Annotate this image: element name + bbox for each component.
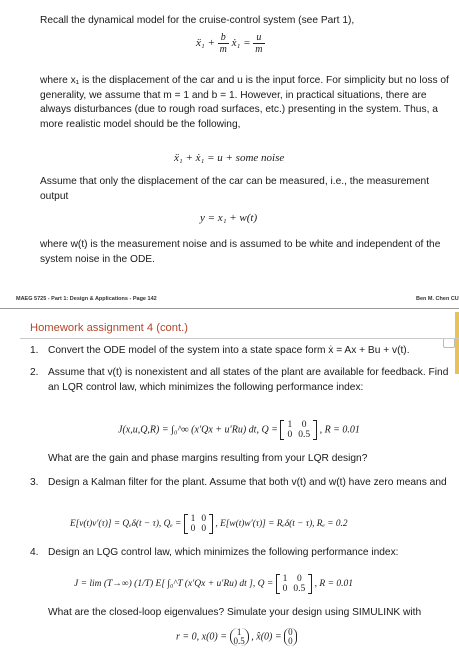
lqr-r-value: , R = 0.01	[319, 424, 360, 436]
lqr-q-matrix	[280, 420, 317, 440]
initial-conditions	[176, 628, 297, 646]
list-item-3-text: Design a Kalman filter for the plant. Assume that both v(t) and w(t) have zero means and	[48, 477, 447, 488]
x0-2: 0.5	[233, 636, 245, 646]
list-item-3-number: 3.	[30, 477, 39, 488]
xhat0-1: 0	[288, 627, 293, 637]
kalman-q-matrix	[184, 514, 214, 534]
kalman-q21: 0	[190, 524, 196, 534]
lqr-q12: 0	[301, 420, 307, 430]
lqr-cost-expression: J(x,u,Q,R) = ∫₀^∞ (x′Qx + u′Ru) dt,	[118, 424, 259, 436]
lqg-r-value: , R = 0.01	[314, 579, 354, 590]
init-r-and-x0-label: r = 0, x(0) =	[176, 631, 227, 643]
list-item-2-number: 2.	[30, 367, 39, 378]
list-item-1-text: Convert the ODE model of the system into a state space form ẋ = Ax + Bu + v(t).	[48, 345, 410, 356]
x0-1: 1	[236, 627, 242, 637]
lqr-q11: 1	[287, 420, 293, 430]
lqg-q-label: Q =	[257, 579, 274, 590]
lqr-q21: 0	[287, 430, 293, 440]
footer-right: Ben M. Chen CU	[416, 296, 459, 302]
list-item-4-text: Design an LQG control law, which minimizes the following performance index:	[48, 547, 399, 558]
lqr-q22: 0.5	[298, 430, 311, 440]
kalman-measurement-noise: , E[w(t)w′(τ)] = Rₑδ(t − τ), Rₑ = 0.2	[215, 519, 348, 530]
init-xhat-label: , x̂(0) =	[251, 631, 282, 643]
list-item-4b-text: What are the closed-loop eigenvalues? Simulate your design using SIMULINK with	[48, 607, 422, 618]
edge-highlight-bar	[455, 312, 459, 374]
eq1-frac1-den: m	[219, 44, 227, 55]
list-item-1-number: 1.	[30, 345, 39, 356]
eq1-frac2-num: u	[253, 32, 264, 44]
intro-text: Recall the dynamical model for the cruise-control system (see Part 1),	[40, 15, 355, 26]
lqr-q-label: Q =	[261, 424, 278, 436]
list-item-2b-text: What are the gain and phase margins resulting from your LQR design?	[48, 453, 368, 464]
title-underline	[20, 338, 459, 339]
kalman-system-noise: E[v(t)v′(τ)] = Qₑδ(t − τ), Qₑ =	[70, 519, 182, 530]
eq1-lhs-b: ẋ₁ =	[231, 37, 251, 50]
list-item-4-number: 4.	[30, 547, 39, 558]
kalman-q22: 0	[201, 524, 207, 534]
eq1-frac-b-m	[218, 32, 229, 55]
equation-1	[196, 32, 265, 55]
equation-3: y = x₁ + w(t)	[200, 212, 258, 224]
kalman-q12: 0	[201, 514, 207, 524]
paragraph-3: where w(t) is the measurement noise and is assumed to be white and independent of the system noise in the ODE.	[40, 239, 441, 265]
lqg-q22: 0.5	[293, 584, 306, 594]
eq1-frac-u-m	[253, 32, 264, 55]
xhat0-vector	[284, 628, 297, 646]
page-divider	[0, 308, 459, 309]
eq1-frac1-num: b	[218, 32, 229, 44]
eq1-lhs-a: ẍ₁ +	[196, 37, 215, 50]
kalman-q11: 1	[190, 514, 196, 524]
lqg-cost-expression: J = lim (T→∞) (1/T) E[ ∫₀^T (x′Qx + u′Ru) dt ],	[74, 579, 256, 590]
footer-left: MAEG 5725 - Part 1: Design & Applications - Page 142	[16, 296, 157, 302]
lqg-performance-index	[74, 574, 353, 594]
equation-2: ẍ₁ + ẋ₁ = u + some noise	[174, 152, 285, 164]
lqg-q21: 0	[282, 584, 288, 594]
eq1-frac2-den: m	[255, 44, 263, 55]
list-item-2-text: Assume that v(t) is nonexistent and all states of the plant are available for feedback. Find an LQR control law, which minimizes the following performance index:	[48, 367, 449, 393]
lqr-performance-index	[118, 420, 360, 440]
homework-title: Homework assignment 4 (cont.)	[30, 322, 188, 334]
lqg-q-matrix	[276, 574, 313, 594]
paragraph-2: Assume that only the displacement of the car can be measured, i.e., the measurement output	[40, 176, 430, 202]
lqg-q12: 0	[296, 574, 302, 584]
paragraph-1: where x₁ is the displacement of the car and u is the input force. For simplicity but no loss of generality, we assume that m = 1 and b = 1. However, in practical situations, there are always disturbances (due to rough road surfaces, etc.) presenting in the system. Thus, a more realistic model should be the following,	[40, 75, 449, 130]
lqg-q11: 1	[282, 574, 288, 584]
xhat0-2: 0	[288, 636, 293, 646]
x0-vector	[230, 628, 249, 646]
kalman-noise-covariances	[70, 514, 347, 534]
